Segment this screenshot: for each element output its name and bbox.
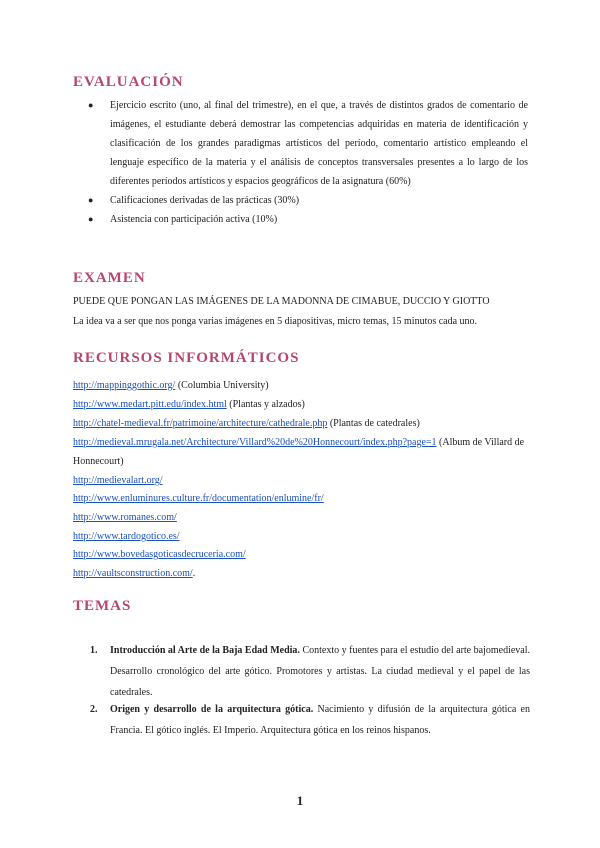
resource-note: . <box>192 568 196 579</box>
resource-line <box>73 545 533 564</box>
section-heading-evaluacion: EVALUACIÓN <box>73 74 184 90</box>
list-item <box>88 210 528 229</box>
resource-link[interactable]: http://mappinggothic.org/ <box>73 380 176 391</box>
resource-link[interactable]: http://www.tardogotico.es/ <box>73 531 180 542</box>
topic-number: 2. <box>90 704 98 715</box>
resource-link[interactable]: http://vaultsconstruction.com/ <box>73 568 193 579</box>
topic-description: Contexto y fuentes para el estudio del arte bajomedieval. Desarrollo cronológico del arte gótico. Promotores y artistas. La ciudad medieval y el papel de las catedrales. <box>110 645 530 698</box>
resource-line <box>73 433 533 471</box>
resource-line <box>73 414 533 433</box>
resource-note: (Album de Villard de Honnecourt) <box>73 437 525 467</box>
topic-description: Nacimiento y difusión de la arquitectura gótica en Francia. El gótico inglés. El Imperio. Arquitectura gótica en los reinos hispanos. <box>110 704 530 736</box>
resource-line <box>73 489 533 508</box>
resource-link[interactable]: http://www.romanes.com/ <box>73 512 177 523</box>
bullet-icon: ● <box>88 214 94 224</box>
resource-note: (Columbia University) <box>175 380 269 391</box>
page-number: 1 <box>296 793 304 808</box>
examen-line-1: PUEDE QUE PONGAN LAS IMÁGENES DE LA MADONNA DE CIMABUE, DUCCIO Y GIOTTO <box>73 296 490 307</box>
topic-text <box>110 640 530 703</box>
resource-line <box>73 395 533 414</box>
topic-title: Introducción al Arte de la Baja Edad Media. <box>110 645 300 656</box>
topic-item <box>90 699 530 741</box>
resource-link[interactable]: http://chatel-medieval.fr/patrimoine/architecture/cathedrale.php <box>73 418 328 429</box>
resource-link[interactable]: http://www.medart.pitt.edu/index.html <box>73 399 227 410</box>
bullet-icon: ● <box>88 195 94 205</box>
list-item <box>88 96 528 191</box>
section-heading-recursos: RECURSOS INFORMÁTICOS <box>73 350 300 366</box>
resource-line <box>73 376 533 395</box>
topic-text <box>110 699 530 741</box>
topic-item <box>90 640 530 703</box>
section-heading-temas: TEMAS <box>73 598 132 614</box>
evaluacion-item-text: Ejercicio escrito (uno, al final del trimestre), en el que, a través de distintos grados de comentario de imágenes, el estudiante deberá demostrar las competencias adquiridas en materia de identificación y clasificación de los grandes paradigmas artísticos del período, comentario artístico empleando el lenguaje específico de la materia y el análisis de conceptos transversales presentes a lo largo de los diferentes períodos artísticos y espacios geográficos de la asignatura (60%) <box>110 100 528 187</box>
resource-line <box>73 527 533 546</box>
resource-note: (Plantas de catedrales) <box>327 418 420 429</box>
resource-line <box>73 508 533 527</box>
evaluacion-item-text: Asistencia con participación activa (10%) <box>110 214 278 225</box>
resource-link[interactable]: http://medieval.mrugala.net/Architecture/Villard%20de%20Honnecourt/index.php?page=1 <box>73 437 437 448</box>
topic-number: 1. <box>90 645 98 656</box>
evaluacion-list <box>88 96 528 229</box>
section-heading-examen: EXAMEN <box>73 270 146 286</box>
examen-line-2: La idea va a ser que nos ponga varias imágenes en 5 diapositivas, micro temas, 15 minutos cada uno. <box>73 316 478 327</box>
evaluacion-item-text: Calificaciones derivadas de las prácticas (30%) <box>110 195 300 206</box>
resource-line <box>73 471 533 490</box>
resource-line <box>73 564 533 583</box>
bullet-icon: ● <box>88 100 94 110</box>
list-item <box>88 191 528 210</box>
resource-note: (Plantas y alzados) <box>226 399 305 410</box>
topic-title: Origen y desarrollo de la arquitectura gótica. <box>110 704 314 715</box>
resource-link[interactable]: http://medievalart.org/ <box>73 475 163 486</box>
resource-link[interactable]: http://www.enluminures.culture.fr/documentation/enlumine/fr/ <box>73 493 324 504</box>
resource-link[interactable]: http://www.bovedasgoticasdecruceria.com/ <box>73 549 246 560</box>
